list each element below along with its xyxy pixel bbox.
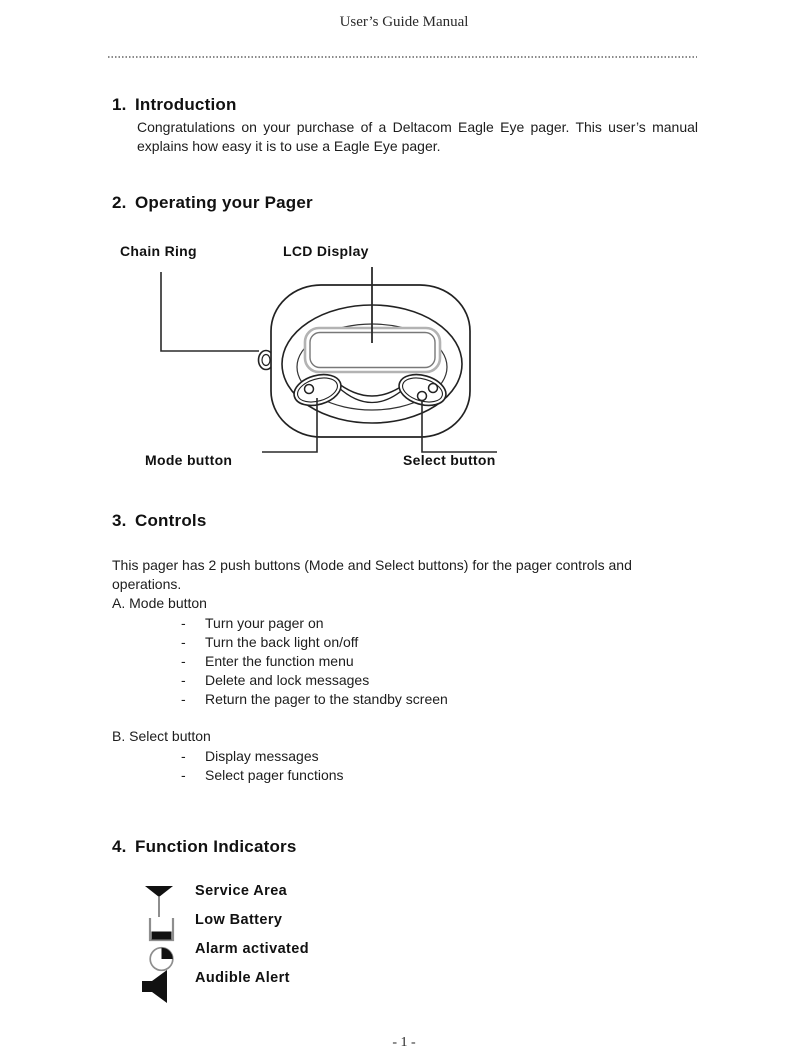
dash-bullet: - [181,653,186,669]
dash-bullet: - [181,634,186,650]
lcd-display-label: LCD Display [283,243,369,259]
indicator-label-alarm-activated: Alarm activated [195,941,309,957]
dash-bullet: - [181,672,186,688]
indicator-label-service-area: Service Area [195,883,288,899]
mode-button-list [181,614,448,709]
antenna-icon [142,884,176,918]
list-item [181,652,448,671]
select-button-dot [418,392,427,401]
controls-intro: This pager has 2 push buttons (Mode and Select buttons) for the pager controls and operations. [112,557,632,592]
mode-button-subheading: A. Mode button [112,595,207,611]
list-item [181,747,344,766]
dash-bullet: - [181,748,186,764]
section-number: 1. [112,95,127,114]
indicator-label-audible-alert: Audible Alert [195,970,290,986]
select-button-subheading: B. Select button [112,728,211,744]
list-item-text: Return the pager to the standby screen [205,691,448,707]
mode-button-dot [305,385,314,394]
section-title: Operating your Pager [135,193,313,212]
low-battery-icon [147,915,177,943]
list-item-text: Turn your pager on [205,615,324,631]
dash-bullet: - [181,767,186,783]
section-title: Introduction [135,95,237,114]
section-heading-indicators [112,837,297,857]
section-heading-introduction [112,95,237,115]
list-item [181,766,344,785]
indicator-label-low-battery: Low Battery [195,912,283,928]
list-item [181,633,448,652]
list-item-text: Select pager functions [205,767,344,783]
section-heading-controls [112,511,206,531]
section-number: 4. [112,837,127,856]
pager-diagram [110,240,530,475]
list-item [181,690,448,709]
list-item-text: Turn the back light on/off [205,634,359,650]
select-button-label: Select button [403,452,496,468]
list-item [181,614,448,633]
speaker-icon [141,969,169,1005]
header-divider [108,56,697,58]
dash-bullet: - [181,691,186,707]
chain-ring-leader-line [161,272,259,351]
section-number: 2. [112,193,127,212]
list-item-text: Display messages [205,748,319,764]
dash-bullet: - [181,615,186,631]
page-number: - 1 - [392,1035,416,1050]
mode-button-label: Mode button [145,452,233,468]
pager-illustration [110,240,530,475]
introduction-paragraph: Congratulations on your purchase of a Deltacom Eagle Eye pager. This user’s manual explains how easy it is to use a Eagle Eye pager. [137,119,698,154]
section-heading-operating [112,193,313,213]
list-item-text: Delete and lock messages [205,672,370,688]
chain-ring-label: Chain Ring [120,243,197,259]
select-button-list [181,747,344,785]
section-title: Controls [135,511,207,530]
section-title: Function Indicators [135,837,297,856]
list-item [181,671,448,690]
select-button-dot [429,384,438,393]
list-item-text: Enter the function menu [205,653,354,669]
section-number: 3. [112,511,127,530]
page-header-title: User’s Guide Manual [339,14,469,30]
